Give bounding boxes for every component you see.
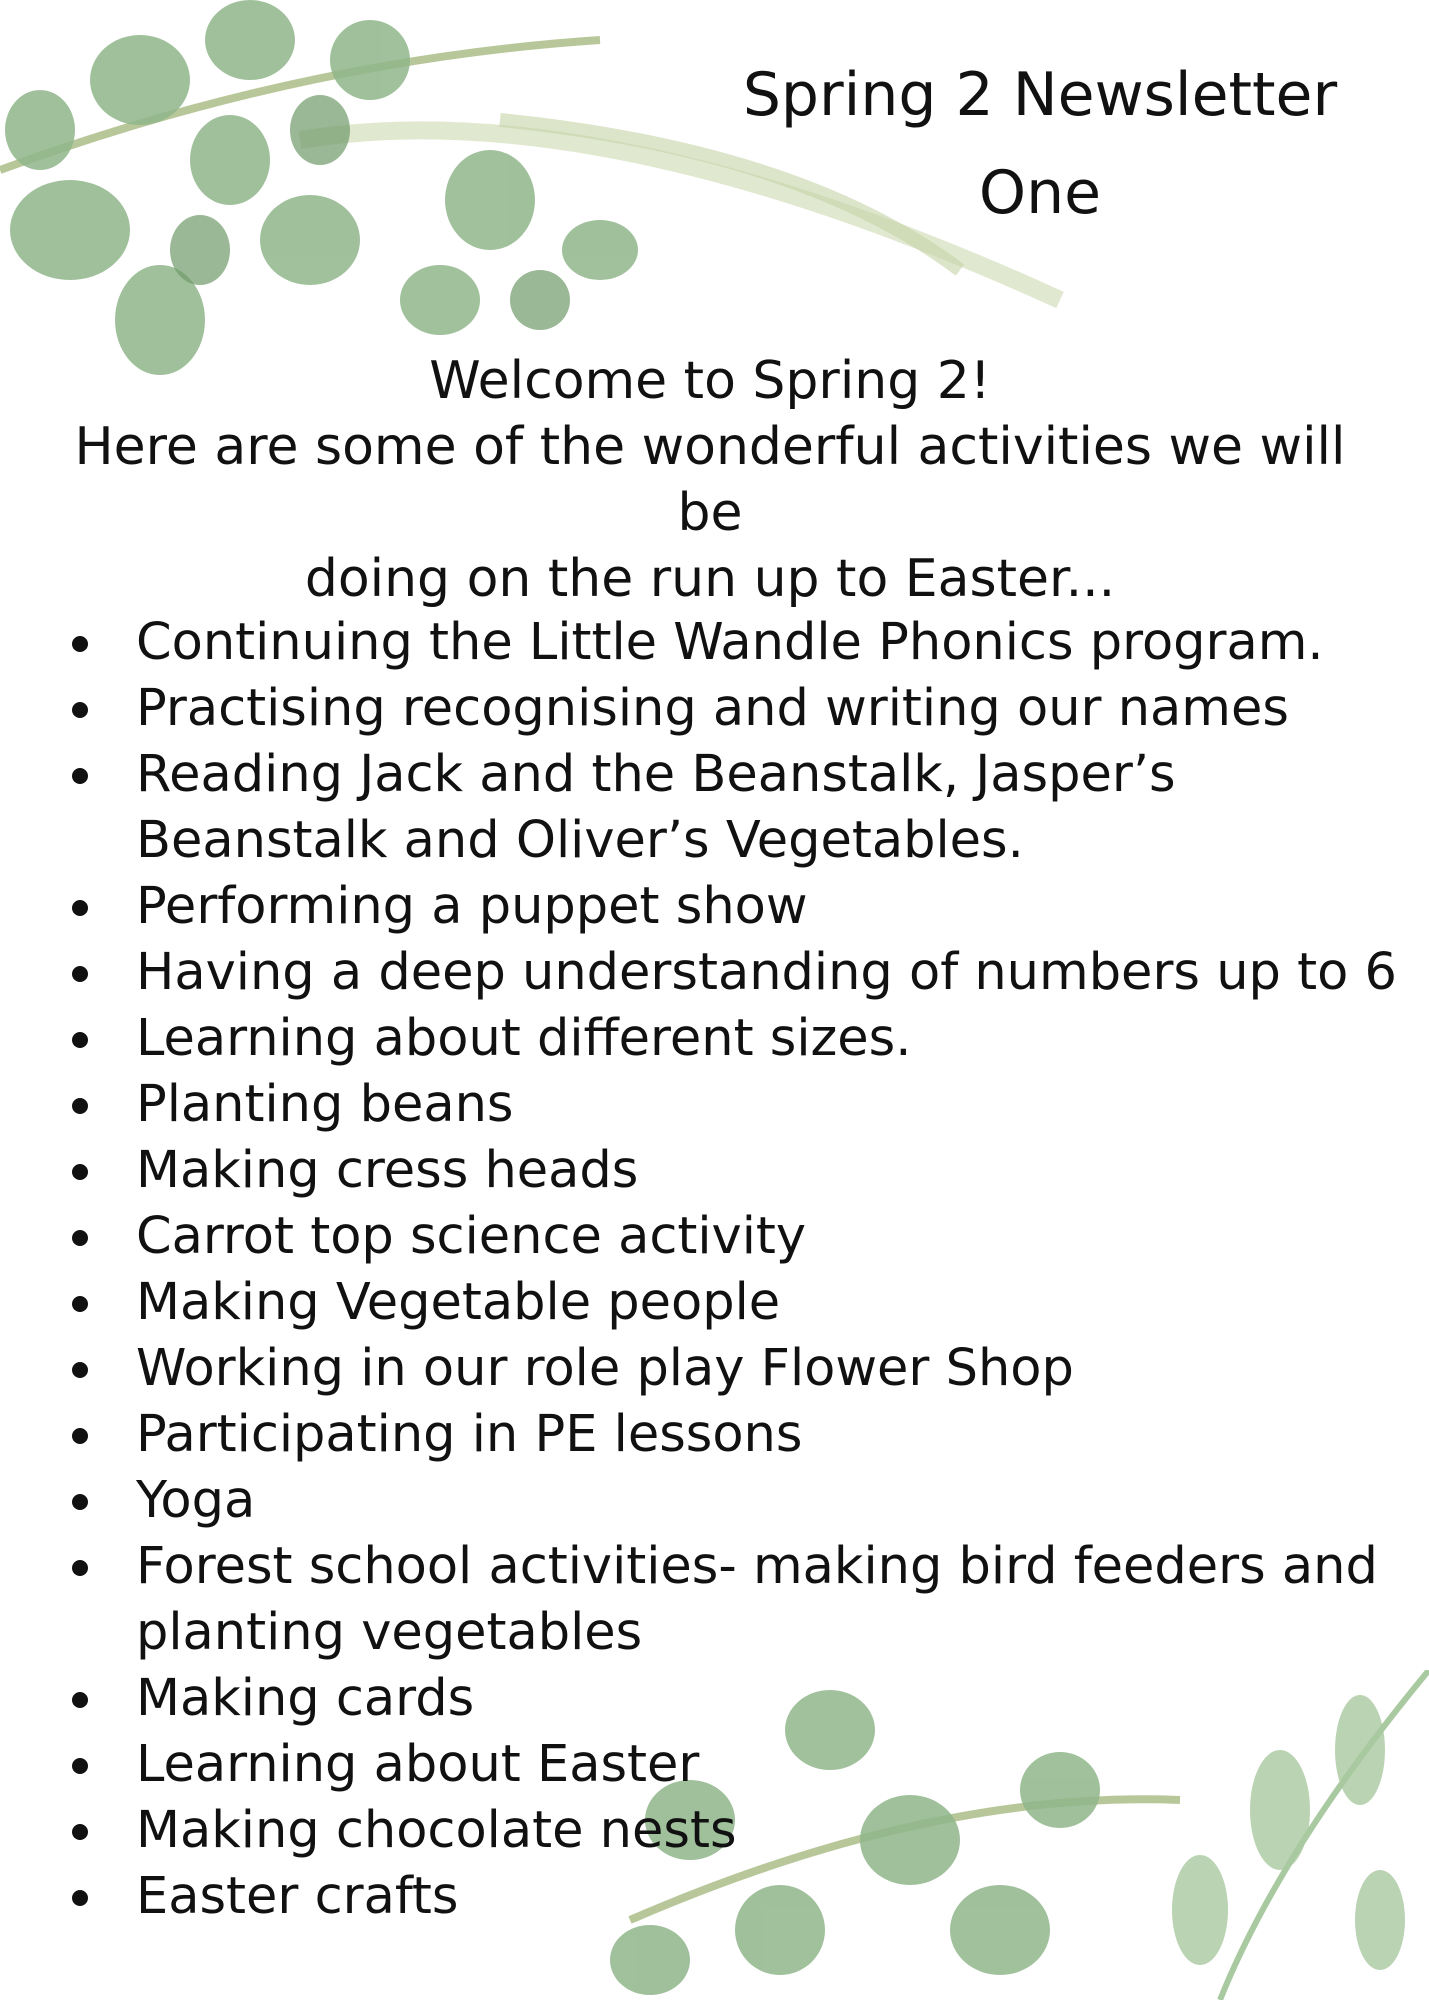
activity-item	[60, 1336, 1400, 1402]
activity-item	[60, 1666, 1400, 1732]
activity-text: Carrot top science activity	[136, 1207, 807, 1266]
activity-text: Making chocolate nests	[136, 1801, 737, 1860]
bullet-icon	[72, 966, 88, 982]
bullet-icon	[72, 1428, 88, 1444]
bullet-icon	[72, 1560, 88, 1576]
activity-text: Planting beans	[136, 1075, 514, 1134]
welcome-heading: Welcome to Spring 2!	[429, 351, 991, 411]
activity-text: Making cress heads	[136, 1141, 639, 1200]
bullet-icon	[72, 636, 88, 652]
bullet-icon	[72, 768, 88, 784]
activity-item	[60, 1138, 1400, 1204]
newsletter-title	[700, 46, 1380, 242]
activity-item	[60, 940, 1400, 1006]
activity-item	[60, 1204, 1400, 1270]
activity-text: Working in our role play Flower Shop	[136, 1339, 1074, 1398]
title-line-1: Spring 2 Newsletter	[742, 60, 1338, 130]
activity-text: Forest school activities- making bird feeders and planting vegetables	[136, 1537, 1378, 1662]
activity-text: Easter crafts	[136, 1867, 459, 1926]
bullet-icon	[72, 1098, 88, 1114]
activity-text: Learning about Easter	[136, 1735, 700, 1794]
bullet-icon	[72, 1230, 88, 1246]
activity-item	[60, 1798, 1400, 1864]
bullet-icon	[72, 1758, 88, 1774]
activity-text: Yoga	[136, 1471, 256, 1530]
activity-item	[60, 1072, 1400, 1138]
activities-list	[60, 610, 1400, 1930]
activity-item	[60, 1534, 1400, 1666]
activity-item	[60, 1468, 1400, 1534]
activity-item	[60, 676, 1400, 742]
activity-text: Participating in PE lessons	[136, 1405, 803, 1464]
activity-text: Making cards	[136, 1669, 475, 1728]
activity-item	[60, 874, 1400, 940]
activity-text: Making Vegetable people	[136, 1273, 781, 1332]
activity-text: Having a deep understanding of numbers up to 6	[136, 943, 1397, 1002]
activity-text: Performing a puppet show	[136, 877, 808, 936]
activity-text: Practising recognising and writing our names	[136, 679, 1289, 738]
bullet-icon	[72, 900, 88, 916]
activity-item	[60, 610, 1400, 676]
activity-item	[60, 742, 1400, 874]
title-line-2: One	[978, 158, 1102, 228]
activity-text: Learning about different sizes.	[136, 1009, 912, 1068]
bullet-icon	[72, 1362, 88, 1378]
intro-line-3: doing on the run up to Easter...	[304, 549, 1116, 609]
activity-item	[60, 1864, 1400, 1930]
bullet-icon	[72, 1494, 88, 1510]
activity-item	[60, 1270, 1400, 1336]
activity-text: Continuing the Little Wandle Phonics program.	[136, 613, 1324, 672]
bullet-icon	[72, 1164, 88, 1180]
activity-item	[60, 1732, 1400, 1798]
activity-item	[60, 1402, 1400, 1468]
intro-line-2: Here are some of the wonderful activities we will be	[74, 417, 1346, 543]
bullet-icon	[72, 1890, 88, 1906]
bullet-icon	[72, 1296, 88, 1312]
activity-text: Reading Jack and the Beanstalk, Jasper’s Beanstalk and Oliver’s Vegetables.	[136, 745, 1176, 870]
bullet-icon	[72, 1692, 88, 1708]
bullet-icon	[72, 702, 88, 718]
bullet-icon	[72, 1824, 88, 1840]
intro-text	[60, 348, 1360, 612]
bullet-icon	[72, 1032, 88, 1048]
activity-item	[60, 1006, 1400, 1072]
